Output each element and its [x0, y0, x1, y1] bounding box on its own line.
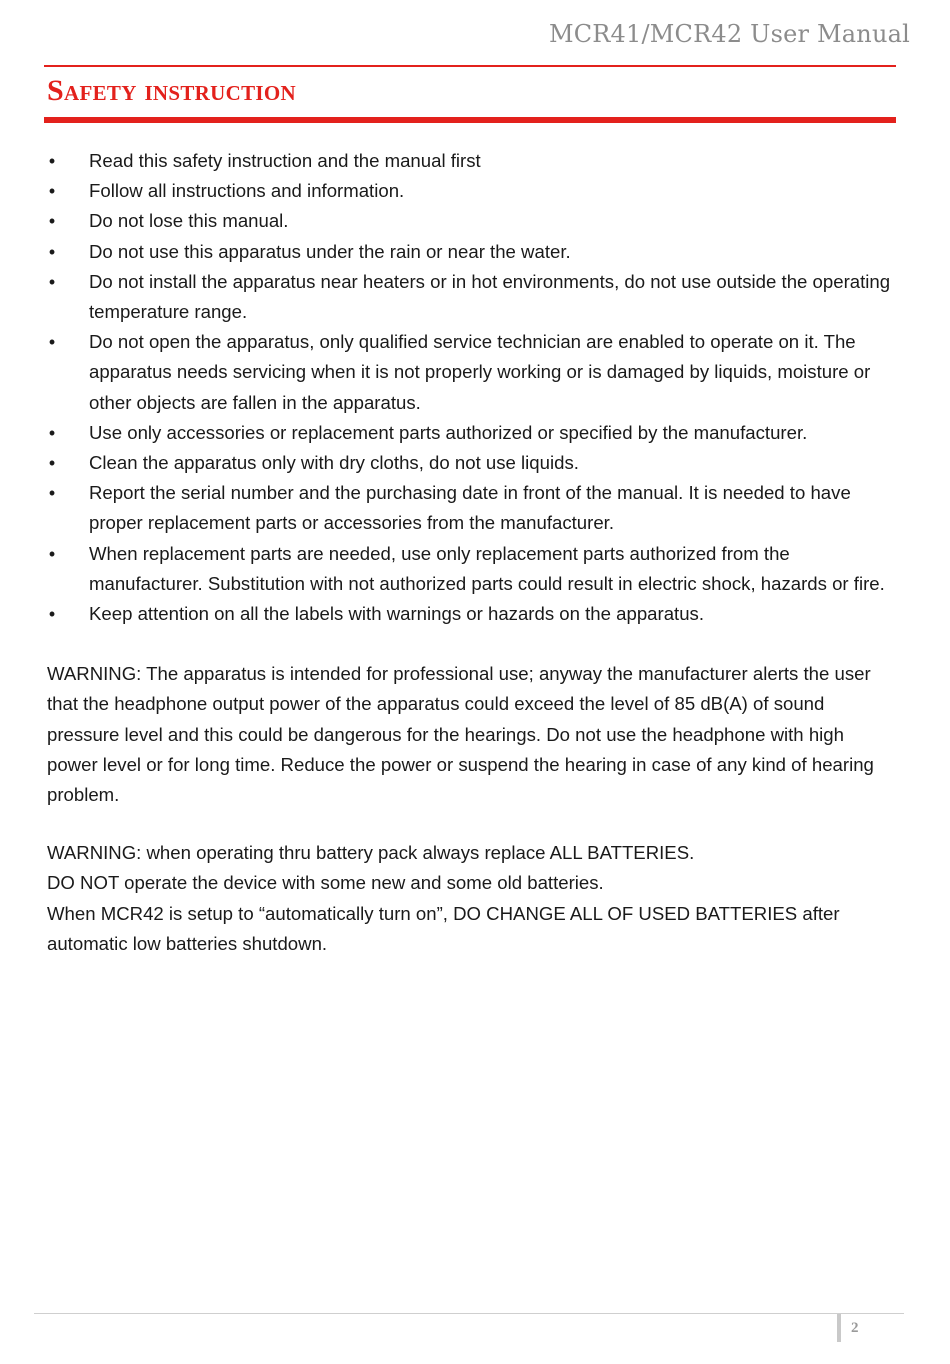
list-item	[47, 206, 895, 236]
bullet-icon: •	[48, 332, 56, 353]
heading-underline	[44, 117, 896, 123]
list-item-text: Do not install the apparatus near heaters or in hot environments, do not use outside the operating temperature range.	[89, 270, 891, 323]
bullet-icon: •	[48, 151, 56, 171]
bullet-icon: •	[48, 211, 56, 232]
list-item	[47, 539, 895, 599]
bullet-icon: •	[48, 453, 56, 474]
page-number-bar	[837, 1314, 841, 1342]
list-item-text: Do not lose this manual.	[89, 210, 289, 232]
list-item	[47, 237, 895, 267]
list-item	[47, 448, 895, 478]
list-item-text: Report the serial number and the purchasing date in front of the manual. It is needed to have proper replacement parts or accessories from the manufacturer.	[89, 482, 851, 534]
list-item-text: Do not use this apparatus under the rain or near the water.	[89, 240, 571, 262]
bullet-icon: •	[48, 422, 56, 443]
list-item	[47, 327, 895, 418]
bullet-icon: •	[48, 271, 56, 292]
document-header-title: MCR41/MCR42 User Manual	[548, 20, 910, 48]
list-item	[47, 146, 895, 176]
page-content	[47, 146, 895, 959]
header-divider	[44, 65, 896, 67]
list-item-text: When replacement parts are needed, use only replacement parts authorized from the manufacturer. Substitution with not authorized parts could result in electric shock, hazards or fire.	[89, 542, 885, 594]
bullet-icon: •	[48, 543, 56, 564]
headphone-warning-paragraph: WARNING: The apparatus is intended for professional use; anyway the manufacturer alerts the user that the headphone output power of the apparatus could exceed the level of 85 dB(A) of sound pressure level and this could be dangerous for the hearings. Do not use the headphone with high power level or for long time. Reduce the power or suspend the hearing in case of any kind of hearing problem.	[47, 663, 874, 806]
list-item	[47, 599, 895, 629]
list-item	[47, 418, 895, 448]
bullet-icon: •	[48, 604, 56, 625]
battery-warning-line: When MCR42 is setup to “automatically turn on”, DO CHANGE ALL OF USED BATTERIES after automatic low batteries shutdown.	[47, 902, 840, 954]
section-heading: Safety instruction	[47, 74, 296, 107]
bullet-icon: •	[48, 241, 56, 262]
list-item-text: Follow all instructions and information.	[89, 180, 405, 202]
list-item-text: Do not open the apparatus, only qualified service technician are enabled to operate on it. The apparatus needs servicing when it is not properly working or is damaged by liquids, moisture or other objects are fallen in the apparatus.	[89, 331, 871, 413]
list-item	[47, 478, 895, 538]
list-item	[47, 176, 895, 206]
bullet-icon: •	[48, 181, 56, 202]
list-item	[47, 267, 895, 327]
battery-warning-line: DO NOT operate the device with some new and some old batteries.	[47, 872, 604, 894]
battery-warning-line: WARNING: when operating thru battery pack always replace ALL BATTERIES.	[47, 842, 695, 864]
page-number: 2	[851, 1320, 859, 1336]
list-item-text: Keep attention on all the labels with warnings or hazards on the apparatus.	[89, 603, 705, 625]
list-item-text: Clean the apparatus only with dry cloths, do not use liquids.	[89, 452, 579, 474]
safety-bullet-list	[47, 146, 895, 629]
footer-divider	[34, 1313, 904, 1314]
bullet-icon: •	[48, 483, 56, 504]
list-item-text: Read this safety instruction and the manual first	[89, 150, 481, 171]
list-item-text: Use only accessories or replacement parts authorized or specified by the manufacturer.	[89, 421, 808, 443]
battery-warning-block	[47, 838, 895, 959]
